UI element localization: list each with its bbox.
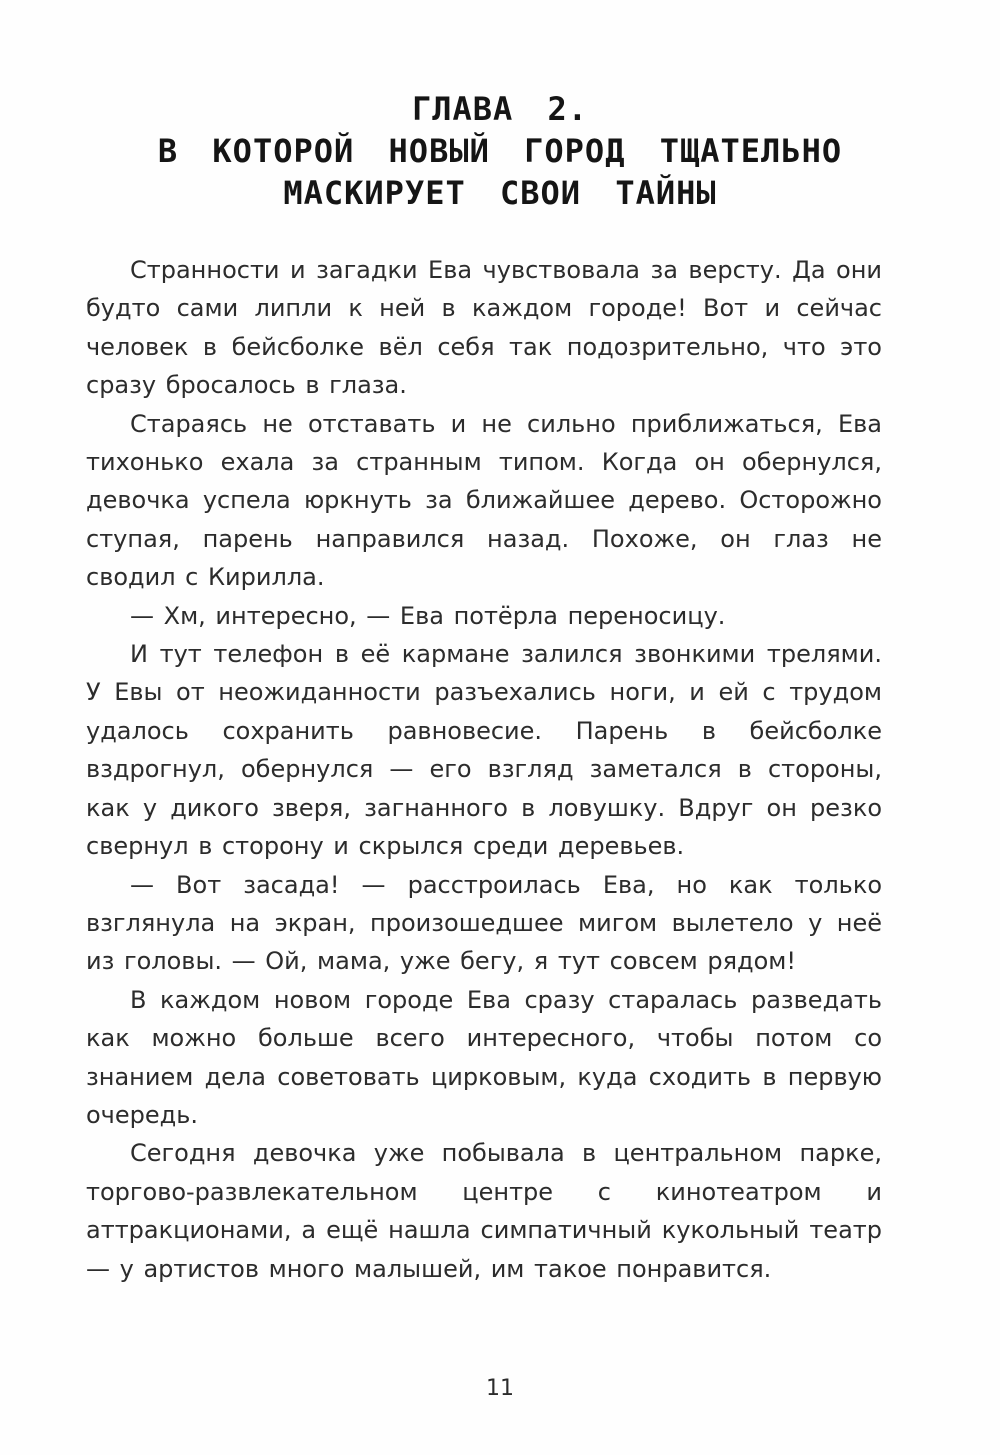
chapter-text — [86, 251, 882, 1288]
paragraph: — Вот засада! — расстроилась Ева, но как только взглянула на экран, произошедшее мигом вылетело у неё из головы. — Ой, мама, уже бегу, я тут совсем рядом! — [86, 870, 882, 976]
chapter-title-line-2: МАСКИРУЕТ СВОИ ТАЙНЫ — [283, 174, 717, 212]
chapter-title-line-1: В КОТОРОЙ НОВЫЙ ГОРОД ТЩАТЕЛЬНО — [157, 132, 843, 170]
paragraph: Странности и загадки Ева чувствовала за версту. Да они будто сами липли к ней в каждом городе! Вот и сейчас человек в бейсболке вёл себя так подозрительно, что это сразу бросалось в глаза. — [86, 256, 882, 400]
chapter-number: ГЛАВА 2. — [411, 90, 589, 128]
paragraph: Стараясь не отставать и не сильно приближаться, Ева тихонько ехала за странным типом. Когда он обернулся, девочка успела юркнуть за ближайшее дерево. Осторожно ступая, парень направился назад. Похоже, он глаз не сводил с Кирилла. — [86, 409, 882, 592]
paragraph: В каждом новом городе Ева сразу старалась разведать как можно больше всего интересного, чтобы потом со знанием дела советовать цирковым, куда сходить в первую очередь. — [86, 985, 882, 1129]
paragraph: Сегодня девочка уже побывала в центральном парке, торгово-развлекательном центре с кинотеатром и аттракционами, а ещё нашла симпатичный кукольный театр — у артистов много малышей, им такое понравится. — [86, 1139, 882, 1283]
page-number: 11 — [486, 1376, 514, 1401]
chapter-heading — [0, 88, 1000, 214]
paragraph: — Хм, интересно, — Ева потёрла переносицу. — [130, 601, 726, 630]
paragraph: И тут телефон в её кармане залился звонкими трелями. У Евы от неожиданности разъехались ноги, и ей с трудом удалось сохранить равновесие. Парень в бейсболке вздрогнул, обернулся — его взгляд заметался в стороны, как у дикого зверя, загнанного в ловушку. Вдруг он резко свернул в сторону и скрылся среди деревьев. — [86, 640, 882, 861]
